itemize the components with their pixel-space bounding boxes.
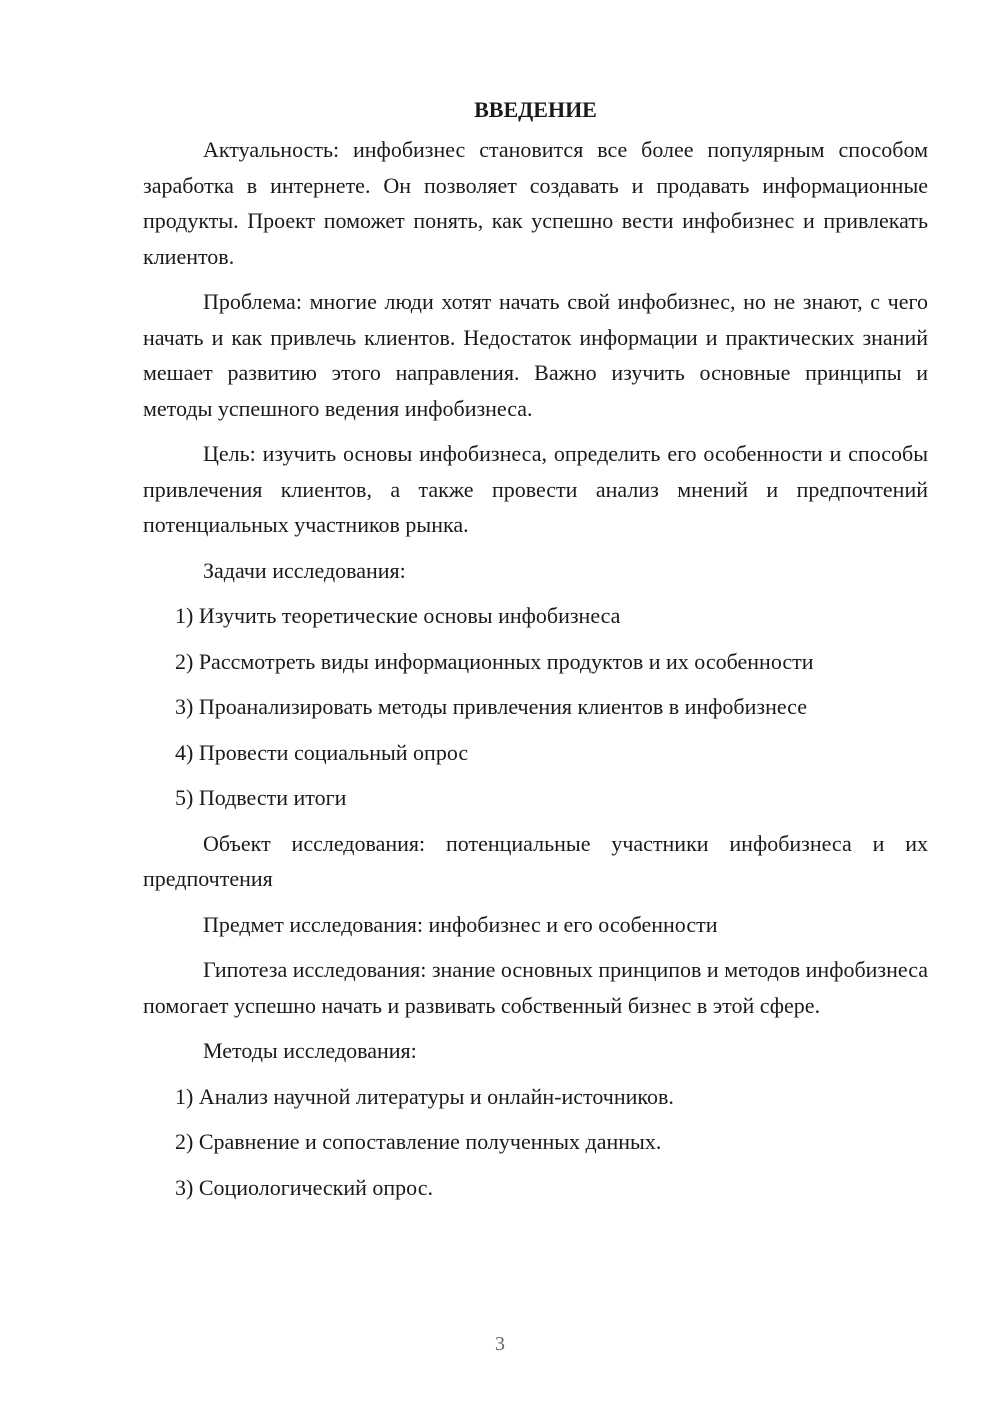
list-item: 1) Изучить теоретические основы инфобизнеса bbox=[175, 603, 621, 628]
paragraph-relevance: Актуальность: инфобизнес становится все более популярным способом заработка в интернете. Он позволяет создавать и продавать информационные продукты. Проект поможет понять, как успешно вести инфобизнес и привлекать клиентов. bbox=[143, 137, 928, 269]
list-item: 4) Провести социальный опрос bbox=[175, 739, 469, 765]
paragraph-goal: Цель: изучить основы инфобизнеса, определить его особенности и способы привлечения клиентов, а также провести анализ мнений и предпочтений потенциальных участников рынка. bbox=[143, 441, 928, 537]
methods-list bbox=[143, 1079, 928, 1206]
paragraph-problem: Проблема: многие люди хотят начать свой инфобизнес, но не знают, с чего начать и как привлечь клиентов. Недостаток информации и практических знаний мешает развитию этого направления. Важно изучить основные принципы и методы успешного ведения инфобизнеса. bbox=[143, 289, 928, 421]
list-item: 2) Сравнение и сопоставление полученных данных. bbox=[175, 1129, 662, 1154]
paragraph-object: Объект исследования: потенциальные участники инфобизнеса и их предпочтения bbox=[143, 830, 928, 891]
paragraph-hypothesis: Гипотеза исследования: знание основных принципов и методов инфобизнеса помогает успешно начать и развивать собственный бизнес в этой сфере. bbox=[143, 957, 929, 1018]
page-number: 3 bbox=[495, 1333, 505, 1355]
document-title: ВВЕДЕНИЕ bbox=[474, 97, 597, 122]
list-item: 1) Анализ научной литературы и онлайн-источников. bbox=[175, 1083, 674, 1109]
methods-heading: Методы исследования: bbox=[203, 1038, 417, 1063]
list-item: 3) Социологический опрос. bbox=[175, 1174, 433, 1200]
paragraph-subject: Предмет исследования: инфобизнес и его особенности bbox=[203, 911, 718, 937]
list-item: 2) Рассмотреть виды информационных продуктов и их особенности bbox=[175, 648, 814, 674]
tasks-list bbox=[143, 598, 928, 816]
tasks-heading: Задачи исследования: bbox=[203, 557, 406, 583]
list-item: 5) Подвести итоги bbox=[175, 785, 347, 810]
document-page bbox=[143, 92, 928, 1215]
list-item: 3) Проанализировать методы привлечения клиентов в инфобизнесе bbox=[175, 694, 807, 719]
